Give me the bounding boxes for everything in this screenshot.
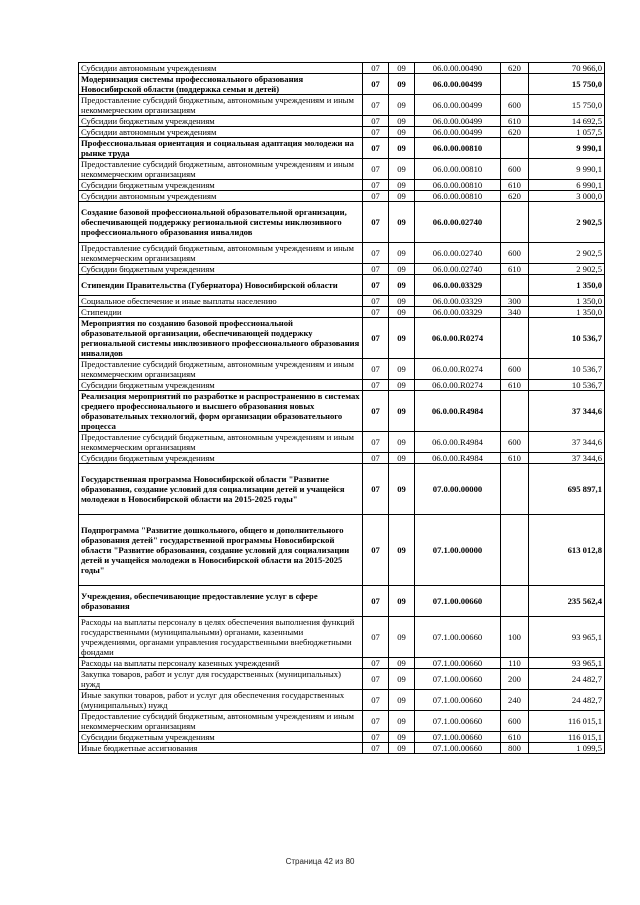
section-cell: 07 [363,669,389,690]
row-name-cell: Предоставление субсидий бюджетным, автономным учреждениям и иным некоммерческим организациям [79,243,363,264]
subsection-cell: 09 [389,586,415,617]
table-row [79,243,605,264]
subsection-cell: 09 [389,116,415,127]
expense-type-cell: 340 [501,307,529,318]
row-name-cell: Иные бюджетные ассигнования [79,743,363,754]
expense-type-cell: 610 [501,180,529,191]
section-cell: 07 [363,743,389,754]
expense-type-cell [501,586,529,617]
expense-type-cell: 300 [501,296,529,307]
section-cell: 07 [363,586,389,617]
table-row [79,138,605,159]
row-name-cell: Субсидии автономным учреждениям [79,63,363,74]
amount-cell: 235 562,4 [529,586,605,617]
table-row [79,391,605,432]
subsection-cell: 09 [389,658,415,669]
section-cell: 07 [363,202,389,243]
amount-cell: 37 344,6 [529,453,605,464]
section-cell: 07 [363,515,389,586]
subsection-cell: 09 [389,127,415,138]
target-code-cell: 07.1.00.00000 [415,515,501,586]
amount-cell: 1 099,5 [529,743,605,754]
table-row [79,515,605,586]
expense-type-cell: 240 [501,690,529,711]
amount-cell: 1 350,0 [529,275,605,296]
target-code-cell: 07.0.00.00000 [415,464,501,515]
expense-type-cell: 600 [501,95,529,116]
expense-type-cell [501,515,529,586]
amount-cell: 10 536,7 [529,359,605,380]
table-row [79,275,605,296]
amount-cell: 24 482,7 [529,690,605,711]
table-row [79,432,605,453]
expense-type-cell: 610 [501,264,529,275]
amount-cell: 24 482,7 [529,669,605,690]
subsection-cell: 09 [389,159,415,180]
section-cell: 07 [363,307,389,318]
table-row [79,690,605,711]
amount-cell: 695 897,1 [529,464,605,515]
row-name-cell: Субсидии бюджетным учреждениям [79,180,363,191]
target-code-cell: 06.0.00.02740 [415,243,501,264]
section-cell: 07 [363,318,389,359]
section-cell: 07 [363,116,389,127]
target-code-cell: 06.0.00.R4984 [415,391,501,432]
expense-type-cell [501,138,529,159]
amount-cell: 1 350,0 [529,296,605,307]
expense-type-cell: 600 [501,432,529,453]
row-name-cell: Социальное обеспечение и иные выплаты населению [79,296,363,307]
section-cell: 07 [363,432,389,453]
budget-table [78,62,605,754]
row-name-cell: Профессиональная ориентация и социальная адаптация молодежи на рынке труда [79,138,363,159]
row-name-cell: Иные закупки товаров, работ и услуг для обеспечения государственных (муниципальных) нужд [79,690,363,711]
section-cell: 07 [363,380,389,391]
row-name-cell: Предоставление субсидий бюджетным, автономным учреждениям и иным некоммерческим организациям [79,359,363,380]
expense-type-cell [501,74,529,95]
expense-type-cell: 600 [501,159,529,180]
target-code-cell: 07.1.00.00660 [415,669,501,690]
target-code-cell: 06.0.00.R0274 [415,380,501,391]
amount-cell: 9 990,1 [529,159,605,180]
table-row [79,658,605,669]
subsection-cell: 09 [389,464,415,515]
expense-type-cell: 610 [501,116,529,127]
expense-type-cell: 600 [501,711,529,732]
table-row [79,711,605,732]
section-cell: 07 [363,296,389,307]
table-row [79,296,605,307]
table-row [79,380,605,391]
subsection-cell: 09 [389,515,415,586]
target-code-cell: 06.0.00.00810 [415,191,501,202]
expense-type-cell: 620 [501,127,529,138]
table-row [79,127,605,138]
expense-type-cell [501,391,529,432]
section-cell: 07 [363,658,389,669]
target-code-cell: 07.1.00.00660 [415,586,501,617]
subsection-cell: 09 [389,296,415,307]
target-code-cell: 06.0.00.R4984 [415,453,501,464]
section-cell: 07 [363,159,389,180]
subsection-cell: 09 [389,318,415,359]
table-row [79,586,605,617]
target-code-cell: 06.0.00.00490 [415,63,501,74]
subsection-cell: 09 [389,95,415,116]
section-cell: 07 [363,391,389,432]
row-name-cell: Расходы на выплаты персоналу в целях обеспечения выполнения функций государственными (муниципальными) органами, казенными учреждениями, органами управления государственными внебюджетными фондами [79,617,363,658]
table-row [79,732,605,743]
section-cell: 07 [363,180,389,191]
subsection-cell: 09 [389,432,415,453]
table-row [79,359,605,380]
subsection-cell: 09 [389,275,415,296]
table-body [79,63,605,754]
expense-type-cell: 620 [501,63,529,74]
expense-type-cell [501,202,529,243]
table-row [79,307,605,318]
expense-type-cell: 620 [501,191,529,202]
expense-type-cell: 610 [501,453,529,464]
amount-cell: 3 000,0 [529,191,605,202]
target-code-cell: 07.1.00.00660 [415,743,501,754]
amount-cell: 116 015,1 [529,711,605,732]
table-row [79,669,605,690]
section-cell: 07 [363,63,389,74]
page-footer: Страница 42 из 80 [285,857,355,866]
row-name-cell: Создание базовой профессиональной образовательной организации, обеспечивающей поддержку региональной системы инклюзивного профессионального образования инвалидов [79,202,363,243]
section-cell: 07 [363,732,389,743]
subsection-cell: 09 [389,191,415,202]
subsection-cell: 09 [389,453,415,464]
row-name-cell: Модернизация системы профессионального образования Новосибирской области (поддержка семьи и детей) [79,74,363,95]
target-code-cell: 06.0.00.00499 [415,127,501,138]
target-code-cell: 07.1.00.00660 [415,732,501,743]
row-name-cell: Стипендии [79,307,363,318]
target-code-cell: 06.0.00.00499 [415,95,501,116]
amount-cell: 2 902,5 [529,264,605,275]
section-cell: 07 [363,453,389,464]
table-row [79,74,605,95]
amount-cell: 37 344,6 [529,391,605,432]
subsection-cell: 09 [389,63,415,74]
section-cell: 07 [363,617,389,658]
row-name-cell: Субсидии бюджетным учреждениям [79,732,363,743]
expense-type-cell: 610 [501,732,529,743]
budget-table-container [78,62,604,754]
row-name-cell: Стипендии Правительства (Губернатора) Новосибирской области [79,275,363,296]
target-code-cell: 07.1.00.00660 [415,711,501,732]
table-row [79,318,605,359]
amount-cell: 1 057,5 [529,127,605,138]
row-name-cell: Реализация мероприятий по разработке и распространению в системах среднего профессионального и высшего образования новых образовательных технологий, форм организации образовательного процесса [79,391,363,432]
section-cell: 07 [363,243,389,264]
row-name-cell: Предоставление субсидий бюджетным, автономным учреждениям и иным некоммерческим организациям [79,159,363,180]
target-code-cell: 06.0.00.R0274 [415,318,501,359]
amount-cell: 15 750,0 [529,95,605,116]
amount-cell: 37 344,6 [529,432,605,453]
target-code-cell: 06.0.00.02740 [415,202,501,243]
table-row [79,191,605,202]
amount-cell: 2 902,5 [529,243,605,264]
expense-type-cell: 600 [501,359,529,380]
target-code-cell: 06.0.00.00810 [415,138,501,159]
row-name-cell: Субсидии бюджетным учреждениям [79,116,363,127]
expense-type-cell: 600 [501,243,529,264]
amount-cell: 6 990,1 [529,180,605,191]
target-code-cell: 06.0.00.03329 [415,296,501,307]
target-code-cell: 07.1.00.00660 [415,617,501,658]
row-name-cell: Предоставление субсидий бюджетным, автономным учреждениям и иным некоммерческим организациям [79,95,363,116]
table-row [79,159,605,180]
row-name-cell: Государственная программа Новосибирской области "Развитие образования, создание условий для социализации детей и учащейся молодежи в Новосибирской области на 2015-2025 годы" [79,464,363,515]
table-row [79,95,605,116]
amount-cell: 116 015,1 [529,732,605,743]
subsection-cell: 09 [389,180,415,191]
subsection-cell: 09 [389,669,415,690]
amount-cell: 613 012,8 [529,515,605,586]
table-row [79,743,605,754]
row-name-cell: Субсидии бюджетным учреждениям [79,453,363,464]
subsection-cell: 09 [389,690,415,711]
amount-cell: 15 750,0 [529,74,605,95]
expense-type-cell: 610 [501,380,529,391]
table-row [79,464,605,515]
row-name-cell: Субсидии автономным учреждениям [79,191,363,202]
subsection-cell: 09 [389,732,415,743]
target-code-cell: 06.0.00.02740 [415,264,501,275]
row-name-cell: Учреждения, обеспечивающие предоставление услуг в сфере образования [79,586,363,617]
section-cell: 07 [363,264,389,275]
row-name-cell: Субсидии бюджетным учреждениям [79,380,363,391]
expense-type-cell: 100 [501,617,529,658]
table-row [79,202,605,243]
subsection-cell: 09 [389,711,415,732]
amount-cell: 93 965,1 [529,658,605,669]
subsection-cell: 09 [389,307,415,318]
section-cell: 07 [363,95,389,116]
target-code-cell: 06.0.00.00499 [415,74,501,95]
amount-cell: 10 536,7 [529,318,605,359]
expense-type-cell: 200 [501,669,529,690]
target-code-cell: 06.0.00.00499 [415,116,501,127]
expense-type-cell [501,318,529,359]
subsection-cell: 09 [389,380,415,391]
target-code-cell: 07.1.00.00660 [415,690,501,711]
row-name-cell: Субсидии бюджетным учреждениям [79,264,363,275]
section-cell: 07 [363,464,389,515]
row-name-cell: Субсидии автономным учреждениям [79,127,363,138]
section-cell: 07 [363,275,389,296]
table-row [79,617,605,658]
table-row [79,453,605,464]
target-code-cell: 06.0.00.03329 [415,275,501,296]
amount-cell: 93 965,1 [529,617,605,658]
target-code-cell: 07.1.00.00660 [415,658,501,669]
subsection-cell: 09 [389,74,415,95]
row-name-cell: Подпрограмма "Развитие дошкольного, общего и дополнительного образования детей" государственной программы Новосибирской области "Развитие образования, создание условий для социализации детей и учащейся молодежи в Новосибирской области на 2015-2025 годы" [79,515,363,586]
expense-type-cell [501,464,529,515]
row-name-cell: Предоставление субсидий бюджетным, автономным учреждениям и иным некоммерческим организациям [79,432,363,453]
amount-cell: 70 966,0 [529,63,605,74]
subsection-cell: 09 [389,617,415,658]
row-name-cell: Закупка товаров, работ и услуг для государственных (муниципальных) нужд [79,669,363,690]
table-row [79,264,605,275]
table-row [79,63,605,74]
subsection-cell: 09 [389,243,415,264]
section-cell: 07 [363,711,389,732]
amount-cell: 9 990,1 [529,138,605,159]
subsection-cell: 09 [389,359,415,380]
subsection-cell: 09 [389,138,415,159]
target-code-cell: 06.0.00.00810 [415,180,501,191]
table-row [79,116,605,127]
row-name-cell: Расходы на выплаты персоналу казенных учреждений [79,658,363,669]
section-cell: 07 [363,74,389,95]
section-cell: 07 [363,359,389,380]
amount-cell: 14 692,5 [529,116,605,127]
target-code-cell: 06.0.00.R4984 [415,432,501,453]
section-cell: 07 [363,191,389,202]
target-code-cell: 06.0.00.00810 [415,159,501,180]
row-name-cell: Мероприятия по созданию базовой профессиональной образовательной организации, обеспечивающей поддержку региональной системы инклюзивного профессионального образования инвалидов [79,318,363,359]
section-cell: 07 [363,127,389,138]
expense-type-cell [501,275,529,296]
amount-cell: 1 350,0 [529,307,605,318]
subsection-cell: 09 [389,391,415,432]
amount-cell: 2 902,5 [529,202,605,243]
target-code-cell: 06.0.00.R0274 [415,359,501,380]
subsection-cell: 09 [389,264,415,275]
expense-type-cell: 800 [501,743,529,754]
expense-type-cell: 110 [501,658,529,669]
row-name-cell: Предоставление субсидий бюджетным, автономным учреждениям и иным некоммерческим организациям [79,711,363,732]
subsection-cell: 09 [389,202,415,243]
subsection-cell: 09 [389,743,415,754]
table-row [79,180,605,191]
section-cell: 07 [363,138,389,159]
amount-cell: 10 536,7 [529,380,605,391]
target-code-cell: 06.0.00.03329 [415,307,501,318]
section-cell: 07 [363,690,389,711]
